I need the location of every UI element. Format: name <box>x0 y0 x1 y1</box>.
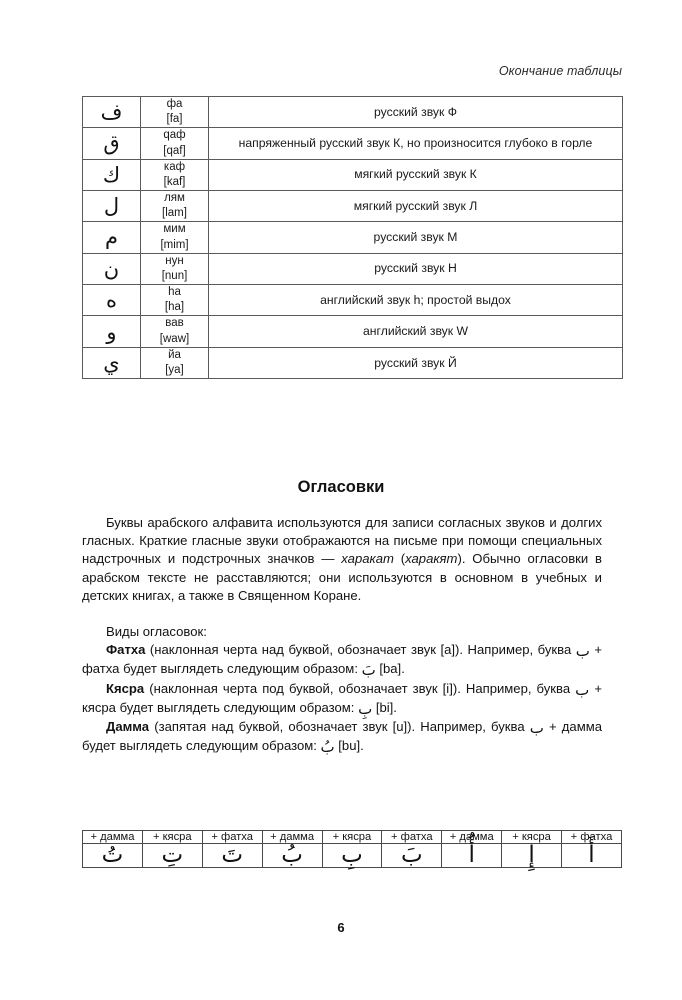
table-row <box>83 253 623 284</box>
running-head: Окончание таблицы <box>498 64 622 78</box>
letter-name-cell <box>141 253 209 284</box>
arabic-letter-cell: ق <box>83 128 141 159</box>
letter-name: qaф <box>163 129 186 142</box>
fatha-definition: (наклонная черта над буквой, обозначает звук [a]). Например, буква <box>145 642 576 658</box>
letter-name-cell <box>141 159 209 190</box>
body-text <box>82 514 602 756</box>
table-row <box>83 159 623 190</box>
harakat-glyph-cell: أَ <box>562 844 622 868</box>
term-harakat-ru: харакят <box>405 551 458 567</box>
harakat-label-cell: + дамма <box>262 831 322 844</box>
letter-description-cell: русский звук Ф <box>209 97 623 128</box>
letter-transcription: [nun] <box>161 269 188 282</box>
page-number: 6 <box>337 920 345 935</box>
table-row <box>83 222 623 253</box>
harakat-label-cell: + фатха <box>382 831 442 844</box>
arabic-letter-cell: ه <box>83 285 141 316</box>
letter-name: фа <box>166 98 183 110</box>
letter-transcription: [mim] <box>160 238 189 251</box>
table-row <box>83 97 623 128</box>
harakat-label-cell: + фатха <box>562 831 622 844</box>
harakat-glyph-cell: تُ <box>83 844 143 868</box>
damma-transcription: [bu]. <box>334 738 364 754</box>
letter-transcription: [ha] <box>164 301 185 314</box>
arabic-letter-cell: ن <box>83 253 141 284</box>
harakat-label-cell: + фатха <box>202 831 262 844</box>
letter-transcription: [fa] <box>166 113 183 126</box>
harakat-table-body <box>83 831 622 868</box>
damma-definition: (запятая над буквой, обозначает звук [u]). Например, буква <box>149 719 530 735</box>
table-row <box>83 285 623 316</box>
letter-transcription: [qaf] <box>163 144 186 157</box>
table-row <box>83 191 623 222</box>
intro-paragraph <box>82 514 602 605</box>
harakat-label-cell: + кясра <box>502 831 562 844</box>
arabic-letter-ba-damma: بُ <box>320 738 335 757</box>
fatha-mid: + фатха будет выглядеть следующим образом: <box>82 642 602 677</box>
harakat-label-cell: + дамма <box>83 831 143 844</box>
letter-description-cell: английский звук W <box>209 316 623 347</box>
letter-name: лям <box>164 192 185 205</box>
paragraph-spacer <box>82 605 602 623</box>
letter-name: йа <box>168 348 181 361</box>
table-row <box>83 347 623 378</box>
letter-name-cell <box>141 285 209 316</box>
letter-name: мим <box>163 223 186 236</box>
letter-description-cell: русский звук Й <box>209 347 623 378</box>
harakat-glyph-row <box>83 844 622 868</box>
kasra-term: Кясра <box>106 680 145 696</box>
letter-name-cell <box>141 191 209 222</box>
letter-description-cell: русский звук Н <box>209 253 623 284</box>
table-row <box>83 316 623 347</box>
section-heading: Огласовки <box>297 478 385 496</box>
letter-name-cell <box>141 222 209 253</box>
letter-name: нун <box>165 254 184 267</box>
damma-term: Дамма <box>106 719 150 735</box>
harakat-glyph-cell: إِ <box>502 844 562 868</box>
letter-description-cell: мягкий русский звук К <box>209 159 623 190</box>
intro-part-1: Буквы арабского алфавита используются для записи согласных звуков и долгих гласных. Краткие гласные звуки отображаются на письме при помощи специальных надстрочных и подстрочных значков — <box>82 515 602 567</box>
harakat-glyph-cell: تِ <box>142 844 202 868</box>
arabic-letter-ba-fatha: بَ <box>361 661 376 680</box>
kasra-mid: + кясра будет выглядеть следующим образом: <box>82 680 602 715</box>
harakat-glyph-cell: بَ <box>382 844 442 868</box>
damma-mid: + дамма будет выглядеть следующим образом: <box>82 719 602 754</box>
term-harakat-ar: харакат <box>341 551 394 567</box>
damma-paragraph <box>82 718 602 756</box>
kasra-transcription: [bi]. <box>372 699 397 715</box>
letter-name: ha <box>168 286 181 299</box>
arabic-letter-cell: ف <box>83 97 141 128</box>
arabic-letter-cell: ل <box>83 191 141 222</box>
harakat-label-cell: + кясра <box>322 831 382 844</box>
harakat-glyph-cell: أُ <box>442 844 502 868</box>
letter-transcription: [kaf] <box>163 175 186 188</box>
arabic-letter-ba: ب <box>529 719 544 738</box>
arabic-letter-ba: ب <box>575 680 590 699</box>
intro-part-mid: ( <box>393 551 406 567</box>
letter-transcription: [waw] <box>159 332 190 345</box>
letter-description-cell: напряженный русский звук К, но произносится глубоко в горле <box>209 128 623 159</box>
harakat-glyph-cell: تَ <box>202 844 262 868</box>
letter-transcription: [ya] <box>165 363 184 376</box>
arabic-letter-ba: ب <box>575 642 590 661</box>
letter-transcription: [lam] <box>162 207 187 220</box>
arabic-letter-cell: م <box>83 222 141 253</box>
harakat-glyph-cell: بُ <box>262 844 322 868</box>
letter-description-cell: английский звук h; простой выдох <box>209 285 623 316</box>
table-row <box>83 128 623 159</box>
letter-description-cell: мягкий русский звук Л <box>209 191 623 222</box>
arabic-letter-cell: و <box>83 316 141 347</box>
harakat-label-cell: + кясра <box>142 831 202 844</box>
letter-name-cell <box>141 128 209 159</box>
harakat-glyph-cell: بِ <box>322 844 382 868</box>
arabic-letter-cell: ك <box>83 159 141 190</box>
harakat-label-cell: + дамма <box>442 831 502 844</box>
fatha-term: Фатха <box>106 642 146 658</box>
letter-name-cell <box>141 97 209 128</box>
harakat-table <box>82 830 622 868</box>
letter-description-cell: русский звук М <box>209 222 623 253</box>
letter-name: вав <box>165 317 184 330</box>
kasra-paragraph <box>82 680 602 718</box>
alphabet-table <box>82 96 623 379</box>
intro-part-tail: ). Обычно огласовки в арабском тексте не расставляются; они используются в основном в учебных и детских книгах, а также в Священном Коране. <box>82 551 603 603</box>
letter-name: каф <box>163 160 186 173</box>
alphabet-table-body <box>83 97 623 379</box>
kasra-definition: (наклонная черта под буквой, обозначает звук [i]). Например, буква <box>144 680 576 696</box>
types-label: Виды огласовок: <box>106 624 207 640</box>
fatha-transcription: [ba]. <box>375 661 405 677</box>
letter-name-cell <box>141 347 209 378</box>
arabic-letter-cell: ي <box>83 347 141 378</box>
fatha-paragraph <box>82 641 602 679</box>
letter-name-cell <box>141 316 209 347</box>
arabic-letter-ba-kasra: بِ <box>358 699 373 718</box>
